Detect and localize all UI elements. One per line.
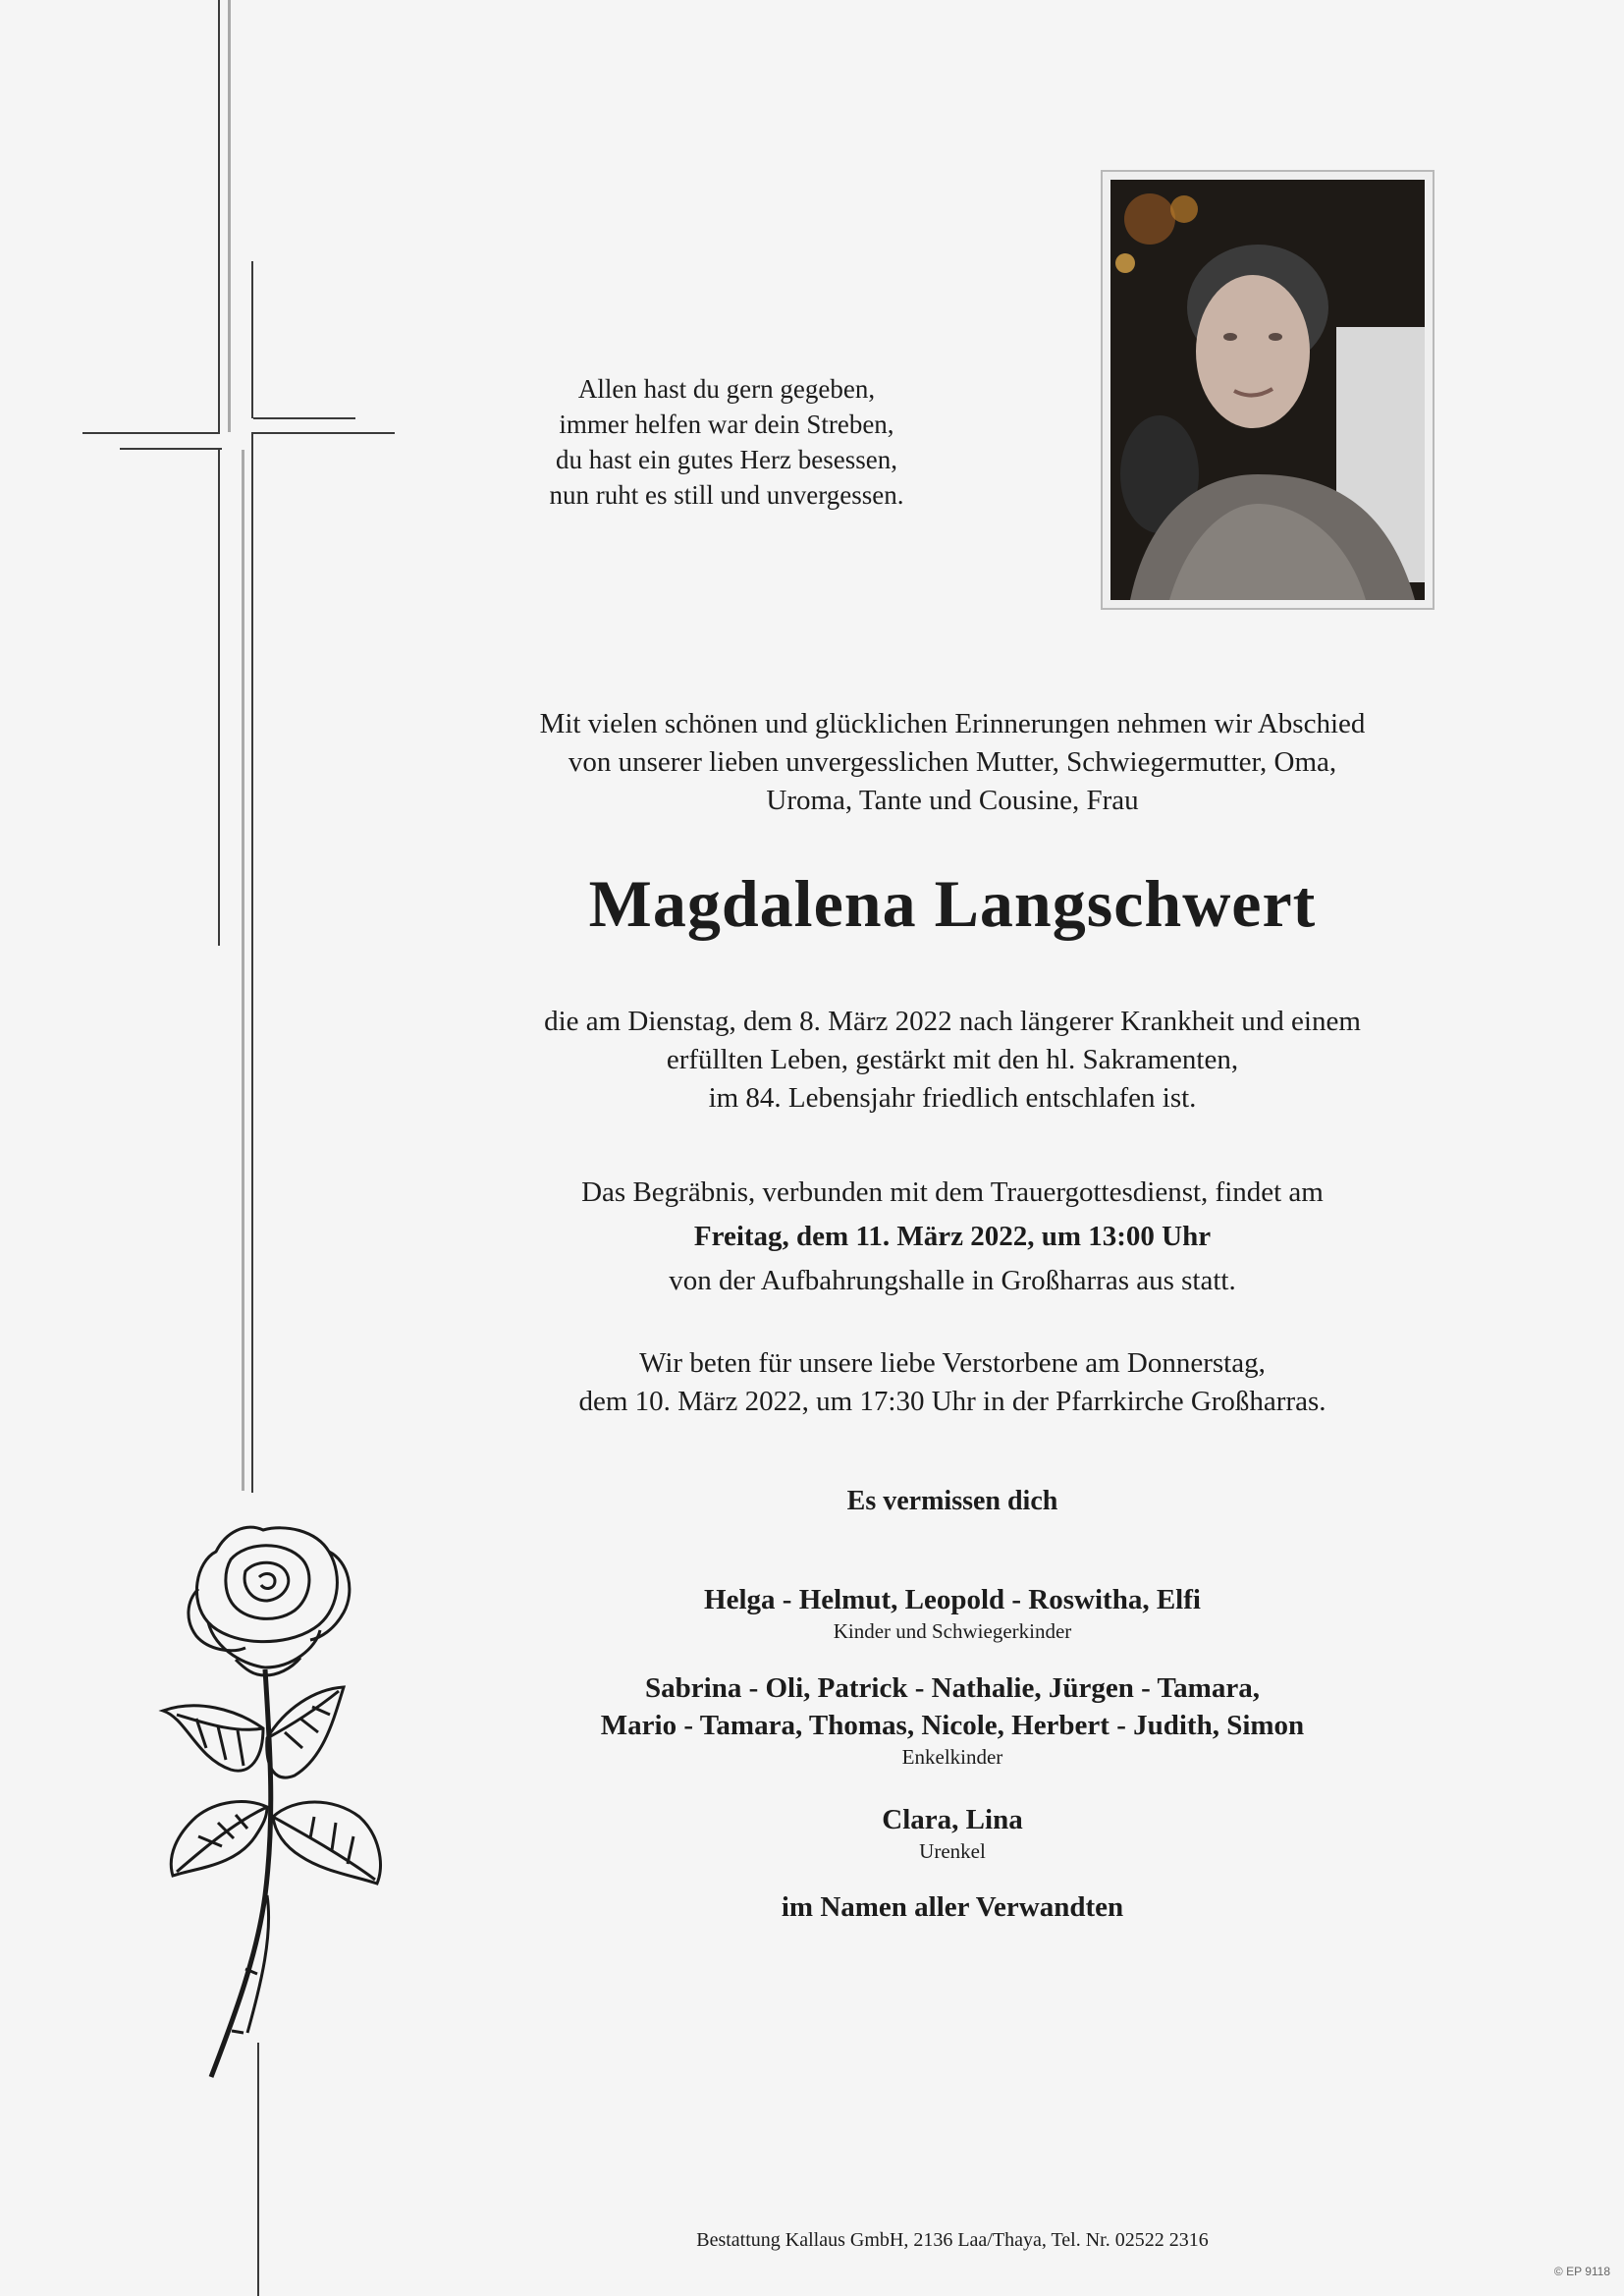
intro-line: Mit vielen schönen und glücklichen Erinnerungen nehmen wir Abschied [539,708,1366,739]
death-notice-line: erfüllten Leben, gestärkt mit den hl. Sakramenten, [666,1044,1239,1075]
prayer-line: Wir beten für unsere liebe Verstorbene am Donnerstag, [639,1347,1266,1379]
funeral-home-footer: Bestattung Kallaus GmbH, 2136 Laa/Thaya, Tel. Nr. 02522 2316 [696,2229,1209,2251]
intro-line: von unserer lieben unvergesslichen Mutter, Schwiegermutter, Oma, [568,746,1337,778]
rose-icon [137,1522,403,2087]
death-notice-line: im 84. Lebensjahr friedlich entschlafen ist. [708,1082,1197,1114]
copyright-mark: © EP 9118 [1553,2265,1610,2278]
prayer-line: dem 10. März 2022, um 17:30 Uhr in der Pfarrkirche Großharras. [578,1386,1326,1417]
family-group [412,1581,1492,1644]
family-names: Helga - Helmut, Leopold - Roswitha, Elfi [704,1584,1201,1615]
intro-text [412,705,1492,820]
family-relation: Urenkel [919,1839,986,1863]
family-group [412,1669,1492,1770]
deceased-name: Magdalena Langschwert [588,866,1317,941]
funeral-info [412,1171,1492,1303]
poem-line: immer helfen war dein Streben, [559,410,894,439]
intro-line: Uroma, Tante und Cousine, Frau [766,785,1139,816]
poem-line: nun ruht es still und unvergessen. [549,480,904,510]
portrait-photo [1101,170,1435,610]
family-group [412,1801,1492,1864]
closing-line: im Namen aller Verwandten [781,1891,1124,1923]
funeral-line: von der Aufbahrungshalle in Großharras aus statt. [669,1265,1236,1296]
poem-line: Allen hast du gern gegeben, [577,374,876,404]
mourners-heading: Es vermissen dich [846,1486,1058,1516]
prayer-info [412,1344,1492,1421]
family-names: Mario - Tamara, Thomas, Nicole, Herbert - Judith, Simon [600,1710,1305,1741]
family-relation: Kinder und Schwiegerkinder [833,1619,1072,1643]
funeral-date-time: Freitag, dem 11. März 2022, um 13:00 Uhr [693,1221,1212,1252]
family-names: Clara, Lina [882,1804,1023,1835]
death-notice-line: die am Dienstag, dem 8. März 2022 nach längerer Krankheit und einem [544,1006,1361,1037]
family-names: Sabrina - Oli, Patrick - Nathalie, Jürgen - Tamara, [645,1672,1260,1704]
death-notice [412,1003,1492,1118]
family-relation: Enkelkinder [901,1745,1003,1769]
poem-line: du hast ein gutes Herz besessen, [556,445,897,474]
poem [471,371,982,513]
funeral-line: Das Begräbnis, verbunden mit dem Trauergottesdienst, findet am [581,1176,1324,1208]
